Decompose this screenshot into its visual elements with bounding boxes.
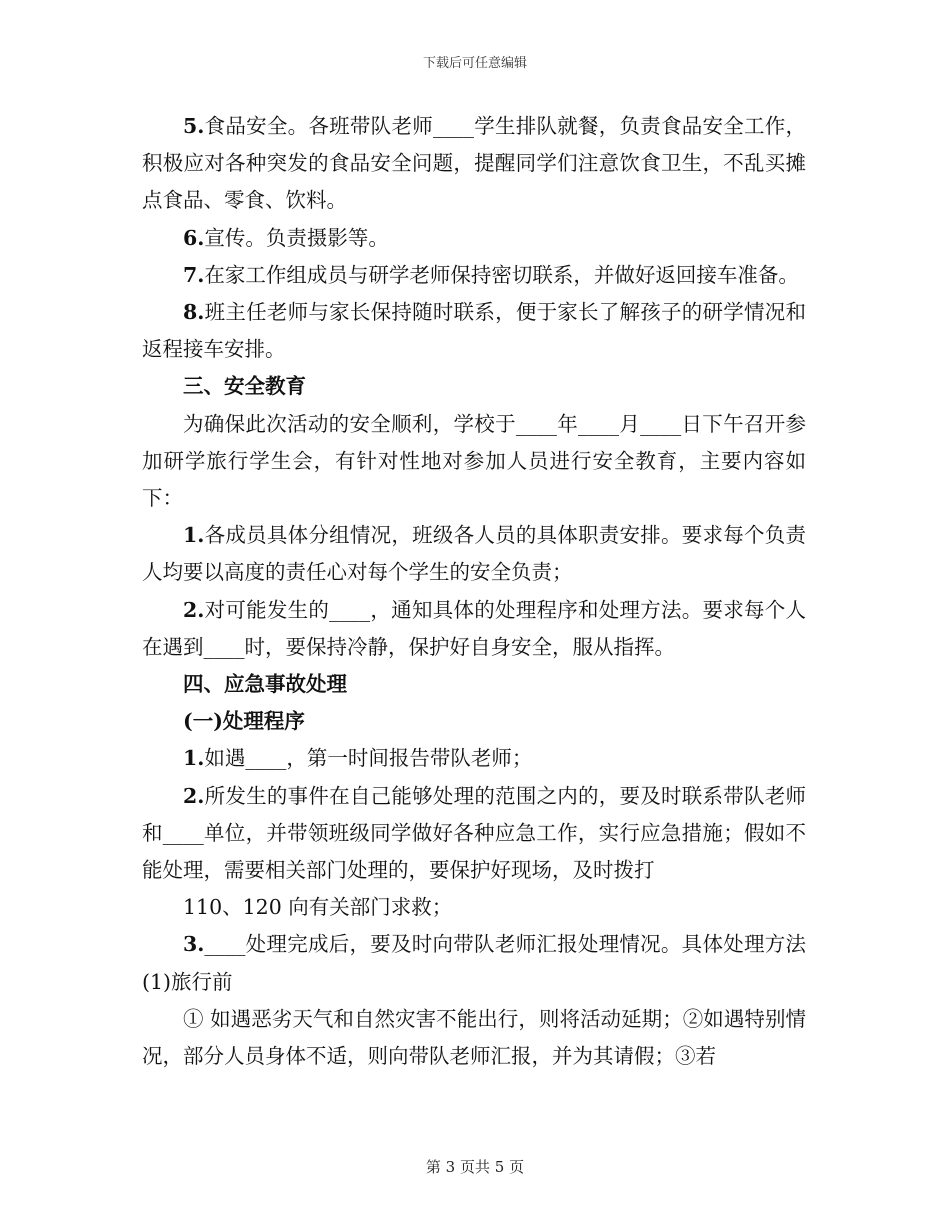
item-text: 在家工作组成员与研学老师保持密切联系，并做好返回接车准备。 [204, 262, 799, 287]
section-heading-3: 三、安全教育 [183, 374, 306, 399]
item-text: 食品安全。各班带队老师____学生排队就餐，负责食品安全工作，积极应对各种突发的食品安全问题，提醒同学们注意饮食卫生，不乱买摊点食品、零食、饮料。 [142, 114, 806, 213]
page-header: 下载后可任意编辑 [422, 56, 527, 71]
subsection-heading: (一)处理程序 [183, 709, 305, 734]
page-footer: 第 3 页共 5 页 [425, 1158, 525, 1176]
item-number: 6. [183, 225, 205, 250]
item-text: 对可能发生的____，通知具体的处理程序和处理方法。要求每个人在遇到____时，要保持冷静，保护好自身安全，服从指挥。 [142, 597, 806, 659]
item-number: 7. [183, 262, 205, 287]
item-6 [142, 220, 806, 257]
item-8 [142, 294, 806, 368]
safety-item-1 [142, 517, 806, 591]
item-number: 2. [183, 783, 205, 808]
item-number: 5. [183, 114, 205, 138]
item-number: 2. [183, 597, 205, 622]
item-number: 3. [183, 932, 205, 957]
section-heading-4: 四、应急事故处理 [183, 672, 347, 697]
procedure-before-trip: ① 如遇恶劣天气和自然灾害不能出行，则将活动延期；②如遇特别情况，部分人员身体不适，则向带队老师汇报，并为其请假；③若 [142, 1006, 806, 1069]
item-text: 宣传。负责摄影等。 [204, 225, 389, 250]
item-7 [142, 257, 806, 294]
procedure-item-1 [142, 740, 806, 777]
item-text: 班主任老师与家长保持随时联系，便于家长了解孩子的研学情况和返程接车安排。 [142, 300, 806, 362]
procedure-item-3 [142, 926, 806, 1000]
procedure-item-2-continued: 110、120 向有关部门求救； [183, 895, 453, 920]
document-body [142, 108, 806, 1075]
item-5 [142, 108, 806, 220]
item-text: ____处理完成后，要及时向带队老师汇报处理情况。具体处理方法(1)旅行前 [142, 932, 806, 994]
intro-paragraph: 为确保此次活动的安全顺利，学校于____年____月____日下午召开参加研学旅行学生会，有针对性地对参加人员进行安全教育，主要内容如下： [142, 411, 806, 511]
item-number: 1. [183, 746, 205, 771]
item-text: 各成员具体分组情况，班级各人员的具体职责安排。要求每个负责人均要以高度的责任心对每个学生的安全负责； [142, 523, 806, 585]
item-number: 8. [183, 300, 205, 325]
procedure-item-2 [142, 778, 806, 890]
item-text: 所发生的事件在自己能够处理的范围之内的，要及时联系带队老师和____单位，并带领班级同学做好各种应急工作，实行应急措施；假如不能处理，需要相关部门处理的，要保护好现场，及时拨打 [142, 783, 806, 883]
item-text: 如遇____，第一时间报告带队老师； [204, 746, 533, 771]
safety-item-2 [142, 592, 806, 666]
item-number: 1. [183, 523, 205, 548]
